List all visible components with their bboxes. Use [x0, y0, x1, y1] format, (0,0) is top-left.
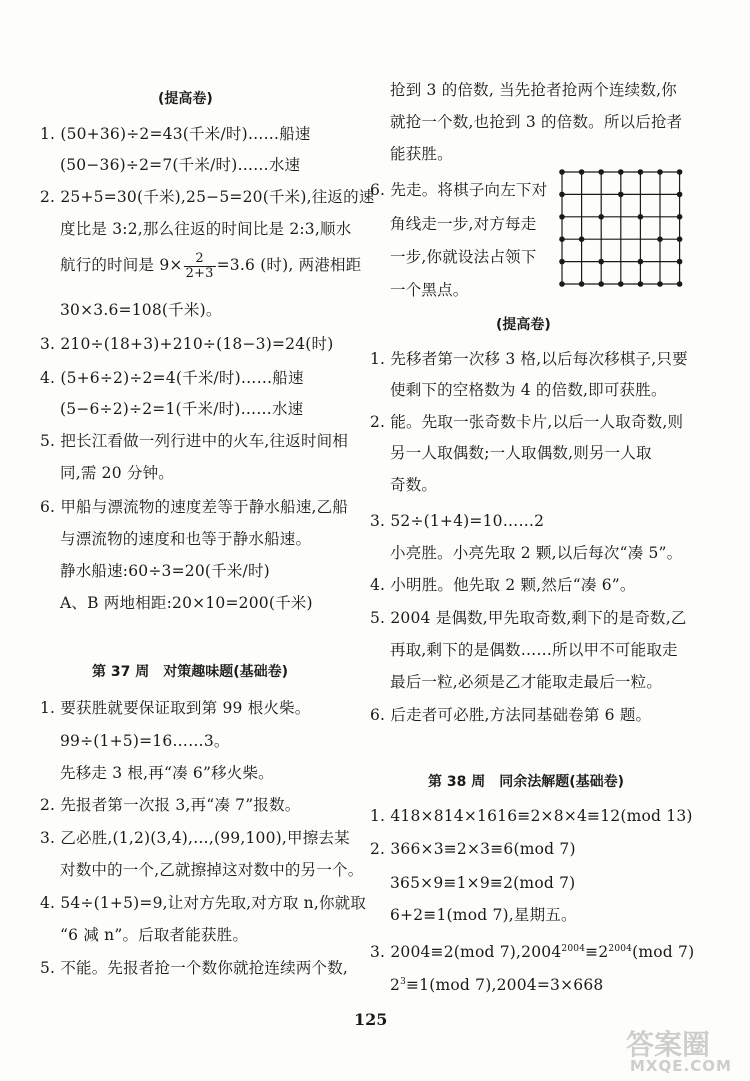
answer-line: 5. 2004 是偶数,甲先取奇数,剩下的是奇数,乙: [370, 609, 687, 627]
answer-line: 3. 52÷(1+4)=10……2: [370, 512, 545, 530]
board-dot: [559, 214, 565, 220]
answer-line: 6. 先走。将棋子向左下对: [370, 181, 548, 199]
answer-line: 度比是 3:2,那么往返的时间比是 2:3,顺水: [60, 220, 352, 238]
answer-line: 奇数。: [390, 476, 438, 494]
answer-line: 最后一粒,必须是乙才能取走最后一粒。: [390, 673, 663, 691]
fraction-after: =3.6 (时), 两港相距: [216, 256, 362, 274]
board-dot: [579, 281, 585, 287]
board-dot: [598, 214, 604, 220]
board-dot: [618, 281, 624, 287]
answer-line: 3. 210÷(18+3)+210÷(18−3)=24(时): [40, 335, 334, 353]
answer-line: 4. 54÷(1+5)=9,让对方先取,对方取 n,你就取: [40, 894, 367, 912]
board-dot: [579, 169, 585, 175]
answer-line: 抢到 3 的倍数, 当先抢者抢两个连续数,你: [390, 81, 677, 99]
board-dot: [559, 281, 565, 287]
answer-line: 2. 366×3≡2×3≡6(mod 7): [370, 840, 576, 858]
chess-board-diagram: [558, 168, 684, 288]
board-dot: [657, 236, 663, 242]
board-dot: [677, 259, 683, 265]
answer-line: (50−36)÷2=7(千米/时)……水速: [60, 156, 301, 174]
watermark-text-bottom: MXQE.COM: [630, 1057, 732, 1075]
board-dot: [559, 192, 565, 198]
board-dot: [677, 281, 683, 287]
answer-line: 使剩下的空格数为 4 的倍数,即可获胜。: [390, 381, 667, 399]
board-dot: [559, 169, 565, 175]
answer-line: 1. 418×814×1616≡2×8×4≡12(mod 13): [370, 807, 693, 825]
board-dot: [677, 169, 683, 175]
board-dot: [618, 192, 624, 198]
watermark-logo: [622, 1023, 742, 1075]
answer-line: 4. 小明胜。他先取 2 颗,然后“凑 6”。: [370, 576, 636, 594]
answer-line-power: $2^3\equiv 1(mod$ 7),2004=3×668: [390, 976, 604, 995]
answer-line: 5. 不能。先报者抢一个数你就抢连续两个数,: [40, 959, 349, 977]
board-dot: [657, 281, 663, 287]
left-heading: (提高卷): [158, 91, 213, 107]
fraction-numerator: 2: [184, 252, 216, 267]
answer-line: 能获胜。: [390, 145, 453, 163]
board-dot: [677, 236, 683, 242]
answer-line: 6. 后走者可必胜,方法同基础卷第 6 题。: [370, 706, 652, 724]
board-dot: [559, 259, 565, 265]
answer-line: “6 减 n”。后取者能获胜。: [60, 926, 249, 944]
right-heading: (提高卷): [496, 317, 551, 333]
answer-line: 1. 要获胜就要保证取到第 99 根火柴。: [40, 699, 311, 717]
answer-line: A、B 两地相距:20×10=200(千米): [60, 594, 313, 612]
board-dot: [638, 169, 644, 175]
board-dot: [638, 281, 644, 287]
board-dot: [657, 169, 663, 175]
answer-line: 与漂流物的速度和也等于静水船速。: [60, 530, 312, 548]
answer-line: 就抢一个数,也抢到 3 的倍数。所以后抢者: [390, 113, 683, 131]
answer-line: 6+2≡1(mod 7),星期五。: [390, 906, 577, 924]
answer-line: 6. 甲船与漂流物的速度差等于静水船速,乙船: [40, 498, 349, 516]
answer-line: 小亮胜。小亮先取 2 颗,以后每次“凑 5”。: [390, 544, 683, 562]
board-dot: [559, 236, 565, 242]
section-38-heading: 第 38 周 同余法解题(基础卷): [428, 774, 625, 790]
answer-line: 再取,剩下的是偶数……所以甲不可能取走: [390, 641, 678, 659]
answer-line: 5. 把长江看做一列行进中的火车,往返时间相: [40, 432, 349, 450]
answer-line-power: 3. 2004≡2(mod $7),2004^{2004}\equiv 2^{2004}(mod$ 7): [370, 943, 695, 962]
answer-line: 365×9≡1×9≡2(mod 7): [390, 874, 576, 892]
answer-line: 2. 先报者第一次报 3,再“凑 7”报数。: [40, 796, 301, 814]
answer-line: 静水船速:60÷3=20(千米/时): [60, 562, 270, 580]
board-dot: [579, 236, 585, 242]
answer-line: 2. 25+5=30(千米),25−5=20(千米),往返的速: [40, 188, 375, 206]
fraction-line: [60, 250, 361, 281]
fraction-denominator: 2+3: [185, 265, 214, 281]
answer-line: 另一人取偶数;一人取偶数,则另一人取: [390, 444, 652, 462]
answer-line: 对数中的一个,乙就擦掉这对数中的另一个。: [60, 861, 364, 879]
page-number: 125: [354, 1010, 388, 1029]
answer-line: 一步,你就设法占领下: [390, 248, 537, 266]
watermark-text-top: 答案圈: [626, 1028, 711, 1061]
answer-line: 3. 乙必胜,(1,2)(3,4),…,(99,100),甲擦去某: [40, 829, 350, 847]
answer-line: 角线走一步,对方每走: [390, 215, 537, 233]
board-dot: [598, 259, 604, 265]
section-37-heading: 第 37 周 对策趣味题(基础卷): [92, 664, 289, 680]
board-dot: [638, 259, 644, 265]
answer-line: 99÷(1+5)=16……3。: [60, 732, 230, 750]
answer-line: 30×3.6=108(千米)。: [60, 301, 222, 319]
board-dot: [677, 214, 683, 220]
answer-line: 4. (5+6÷2)÷2=4(千米/时)……船速: [40, 369, 304, 387]
board-dot: [677, 192, 683, 198]
answer-line: (5−6÷2)÷2=1(千米/时)……水速: [60, 400, 304, 418]
board-dot: [598, 281, 604, 287]
board-dot: [598, 169, 604, 175]
answer-line: 1. 先移者第一次移 3 格,以后每次移棋子,只要: [370, 350, 688, 368]
fraction: [184, 252, 216, 281]
answer-line: 先移走 3 根,再“凑 6”移火柴。: [60, 764, 274, 782]
board-dot: [618, 169, 624, 175]
answer-line: 1. (50+36)÷2=43(千米/时)……船速: [40, 125, 311, 143]
board-dot: [638, 214, 644, 220]
answer-line: 同,需 20 分钟。: [60, 464, 175, 482]
answer-line: 2. 能。先取一张奇数卡片,以后一人取奇数,则: [370, 413, 684, 431]
answer-line: 一个黑点。: [390, 281, 469, 299]
fraction-before: 航行的时间是 9×: [60, 256, 183, 274]
